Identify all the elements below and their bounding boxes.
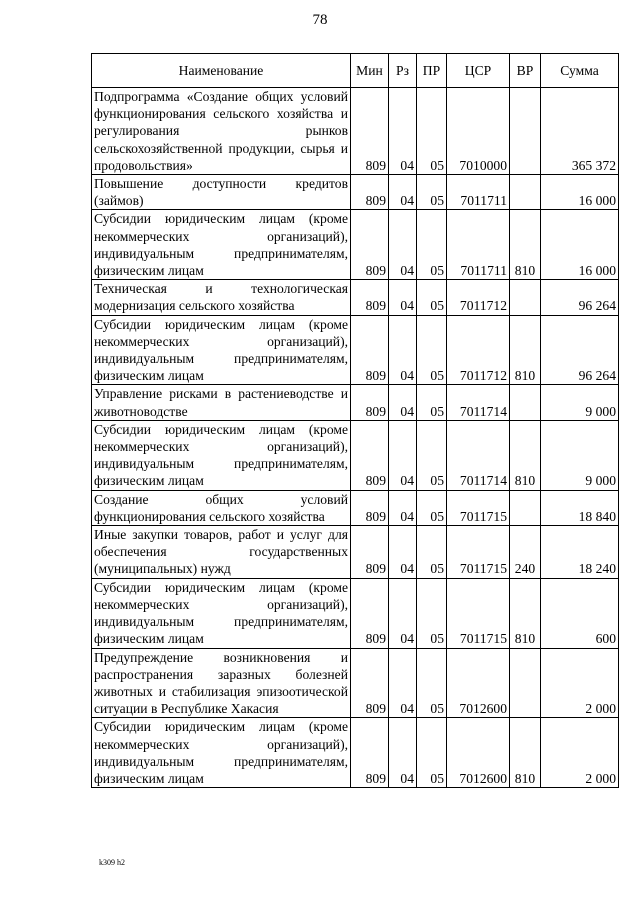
header-csr: ЦСР [447,54,510,88]
page-number: 78 [312,12,328,28]
row-pr: 05 [417,718,447,788]
row-name: Субсидии юридическим лицам (кроме некоммерческих организаций), индивидуальным предпринимателям, физическим лицам [92,420,351,490]
row-csr: 7011712 [447,280,510,315]
row-min: 809 [351,210,389,280]
row-name: Субсидии юридическим лицам (кроме некоммерческих организаций), индивидуальным предпринимателям, физическим лицам [92,578,351,648]
row-pr: 05 [417,210,447,280]
row-vr: 810 [510,420,541,490]
row-name: Субсидии юридическим лицам (кроме некоммерческих организаций), индивидуальным предпринимателям, физическим лицам [92,210,351,280]
row-pr: 05 [417,280,447,315]
row-csr: 7012600 [447,718,510,788]
row-rz: 04 [389,718,417,788]
row-csr: 7011711 [447,175,510,210]
row-min: 809 [351,490,389,525]
table-row [92,648,619,718]
header-rz: Рз [389,54,417,88]
row-sum: 365 372 [541,88,619,175]
row-rz: 04 [389,210,417,280]
row-csr: 7011711 [447,210,510,280]
row-sum: 96 264 [541,280,619,315]
table-row [92,88,619,175]
row-rz: 04 [389,315,417,385]
row-min: 809 [351,88,389,175]
table-row [92,526,619,579]
row-rz: 04 [389,175,417,210]
row-sum: 9 000 [541,420,619,490]
row-rz: 04 [389,490,417,525]
row-name: Подпрограмма «Создание общих условий функционирования сельского хозяйства и регулирования рынков сельскохозяйственной продукции, сырья и продовольствия» [92,88,351,175]
row-min: 809 [351,718,389,788]
row-vr [510,385,541,420]
table-row [92,315,619,385]
row-name: Повышение доступности кредитов (займов) [92,175,351,210]
table-row [92,578,619,648]
row-rz: 04 [389,648,417,718]
row-sum: 9 000 [541,385,619,420]
row-name: Субсидии юридическим лицам (кроме некоммерческих организаций), индивидуальным предпринимателям, физическим лицам [92,315,351,385]
header-sum: Сумма [541,54,619,88]
row-csr: 7011715 [447,490,510,525]
row-csr: 7011712 [447,315,510,385]
row-sum: 96 264 [541,315,619,385]
row-csr: 7012600 [447,648,510,718]
row-vr [510,648,541,718]
row-sum: 18 240 [541,526,619,579]
table-row [92,175,619,210]
row-vr: 810 [510,578,541,648]
row-rz: 04 [389,280,417,315]
table-row [92,385,619,420]
row-vr: 240 [510,526,541,579]
row-sum: 600 [541,578,619,648]
row-csr: 7011714 [447,385,510,420]
row-rz: 04 [389,88,417,175]
table-row [92,280,619,315]
row-sum: 18 840 [541,490,619,525]
row-vr [510,88,541,175]
row-name: Субсидии юридическим лицам (кроме некоммерческих организаций), индивидуальным предпринимателям, физическим лицам [92,718,351,788]
row-pr: 05 [417,648,447,718]
row-vr: 810 [510,315,541,385]
row-min: 809 [351,648,389,718]
row-name: Техническая и технологическая модернизация сельского хозяйства [92,280,351,315]
row-pr: 05 [417,526,447,579]
row-rz: 04 [389,420,417,490]
row-pr: 05 [417,88,447,175]
row-name: Иные закупки товаров, работ и услуг для обеспечения государственных (муниципальных) нужд [92,526,351,579]
row-vr [510,280,541,315]
row-pr: 05 [417,175,447,210]
header-pr: ПР [417,54,447,88]
header-min: Мин [351,54,389,88]
row-min: 809 [351,315,389,385]
row-csr: 7011715 [447,526,510,579]
row-pr: 05 [417,578,447,648]
row-sum: 2 000 [541,718,619,788]
header-vr: ВР [510,54,541,88]
row-rz: 04 [389,578,417,648]
row-vr: 810 [510,718,541,788]
row-pr: 05 [417,490,447,525]
row-min: 809 [351,175,389,210]
row-rz: 04 [389,385,417,420]
row-name: Предупреждение возникновения и распространения заразных болезней животных и стабилизация эпизоотической ситуации в Республике Хакасия [92,648,351,718]
row-min: 809 [351,420,389,490]
row-min: 809 [351,526,389,579]
row-min: 809 [351,385,389,420]
table-row [92,210,619,280]
row-sum: 16 000 [541,210,619,280]
header-name: Наименование [92,54,351,88]
row-min: 809 [351,280,389,315]
table-row [92,718,619,788]
row-pr: 05 [417,315,447,385]
footer-code: k309 h2 [99,858,125,867]
table-row [92,490,619,525]
row-csr: 7011715 [447,578,510,648]
row-min: 809 [351,578,389,648]
row-sum: 16 000 [541,175,619,210]
row-rz: 04 [389,526,417,579]
row-vr [510,490,541,525]
budget-table [91,53,619,788]
row-name: Управление рисками в растениеводстве и животноводстве [92,385,351,420]
row-name: Создание общих условий функционирования сельского хозяйства [92,490,351,525]
row-pr: 05 [417,385,447,420]
row-csr: 7011714 [447,420,510,490]
row-vr [510,175,541,210]
row-csr: 7010000 [447,88,510,175]
table-header-row [92,54,619,88]
row-pr: 05 [417,420,447,490]
table-row [92,420,619,490]
row-vr: 810 [510,210,541,280]
row-sum: 2 000 [541,648,619,718]
